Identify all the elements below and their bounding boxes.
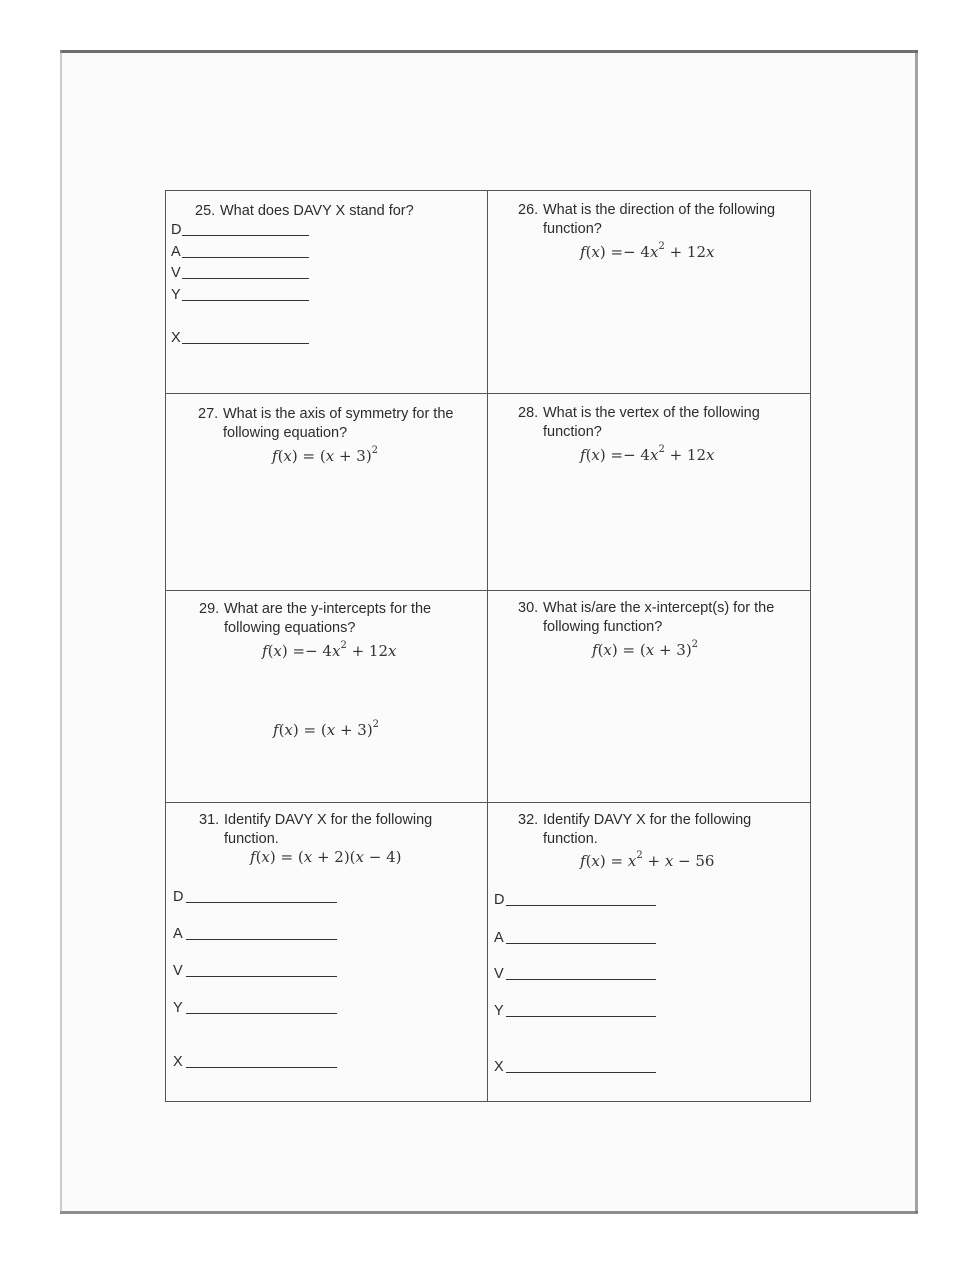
formula: $f(x) = (x + 3)^2$ — [272, 445, 379, 465]
formula: $f(x) = x^2 + x - 56$ — [580, 850, 715, 870]
question-text: following function? — [543, 619, 663, 635]
answer-blank-d[interactable] — [173, 887, 339, 905]
answer-blank-a[interactable] — [494, 928, 658, 946]
question-25 — [195, 202, 414, 221]
question-number: 27. — [198, 406, 219, 422]
question-28 — [518, 404, 760, 442]
paper-edge — [60, 50, 62, 1213]
answer-blank-a[interactable] — [173, 924, 339, 942]
question-text: What are the y-intercepts for the — [224, 601, 432, 617]
question-number: 32. — [518, 812, 539, 828]
question-text: Identify DAVY X for the following — [543, 812, 752, 828]
question-text: following equations? — [224, 620, 356, 636]
answer-blank-x[interactable] — [173, 1052, 339, 1070]
answer-blank-v[interactable] — [173, 961, 339, 979]
formula: $f(x) =- 4x^2 + 12x$ — [580, 444, 715, 464]
blank-letter: Y — [173, 1000, 183, 1016]
question-text: What does DAVY X stand for? — [220, 203, 414, 219]
question-text: What is/are the x-intercept(s) for the — [543, 600, 775, 616]
answer-blank-y[interactable] — [173, 998, 339, 1016]
question-30 — [518, 599, 774, 637]
formula: $f(x) =- 4x^2 + 12x$ — [262, 640, 397, 660]
answer-blank-a[interactable] — [171, 242, 311, 260]
question-number: 29. — [199, 601, 220, 617]
question-number: 30. — [518, 600, 539, 616]
blank-letter: V — [171, 265, 181, 281]
question-text: function. — [224, 831, 279, 847]
formula: $f(x) = (x + 3)^2$ — [592, 639, 699, 659]
question-29 — [199, 600, 431, 638]
blank-letter: D — [171, 222, 182, 238]
blank-letter: D — [173, 889, 184, 905]
paper-edge — [60, 1211, 918, 1214]
formula: $f(x) =- 4x^2 + 12x$ — [580, 241, 715, 261]
formula: $f(x) = (x + 3)^2$ — [273, 719, 380, 739]
question-text: What is the direction of the following — [543, 202, 776, 218]
question-text: function? — [543, 221, 602, 237]
question-text: function? — [543, 424, 602, 440]
question-text: What is the axis of symmetry for the — [223, 406, 454, 422]
grid-divider — [487, 190, 488, 1102]
paper-edge — [915, 50, 918, 1213]
answer-blank-x[interactable] — [171, 328, 311, 346]
answer-blank-d[interactable] — [171, 220, 311, 238]
answer-blank-y[interactable] — [494, 1001, 658, 1019]
question-32 — [518, 811, 751, 849]
blank-letter: Y — [171, 287, 181, 303]
question-text: function. — [543, 831, 598, 847]
answer-blank-y[interactable] — [171, 285, 311, 303]
grid-divider — [165, 393, 811, 394]
blank-letter: A — [171, 244, 181, 260]
blank-letter: A — [173, 926, 183, 942]
grid-divider — [165, 802, 811, 803]
blank-letter: X — [173, 1054, 183, 1070]
question-text: following equation? — [223, 425, 348, 441]
blank-letter: V — [494, 966, 504, 982]
grid-divider — [165, 590, 811, 591]
question-31 — [199, 811, 432, 849]
question-text: Identify DAVY X for the following — [224, 812, 433, 828]
question-number: 31. — [199, 812, 220, 828]
question-26 — [518, 201, 775, 239]
blank-letter: D — [494, 892, 505, 908]
blank-letter: V — [173, 963, 183, 979]
blank-letter: X — [171, 330, 181, 346]
blank-letter: A — [494, 930, 504, 946]
blank-letter: X — [494, 1059, 504, 1075]
question-number: 25. — [195, 203, 216, 219]
blank-letter: Y — [494, 1003, 504, 1019]
formula: f(x) = (x + 2)(x − 4) — [250, 848, 402, 866]
answer-blank-v[interactable] — [171, 263, 311, 281]
answer-blank-x[interactable] — [494, 1057, 658, 1075]
paper-edge — [60, 50, 918, 53]
question-number: 28. — [518, 405, 539, 421]
question-text: What is the vertex of the following — [543, 405, 760, 421]
question-number: 26. — [518, 202, 539, 218]
question-27 — [198, 405, 453, 443]
answer-blank-d[interactable] — [494, 890, 658, 908]
answer-blank-v[interactable] — [494, 964, 658, 982]
